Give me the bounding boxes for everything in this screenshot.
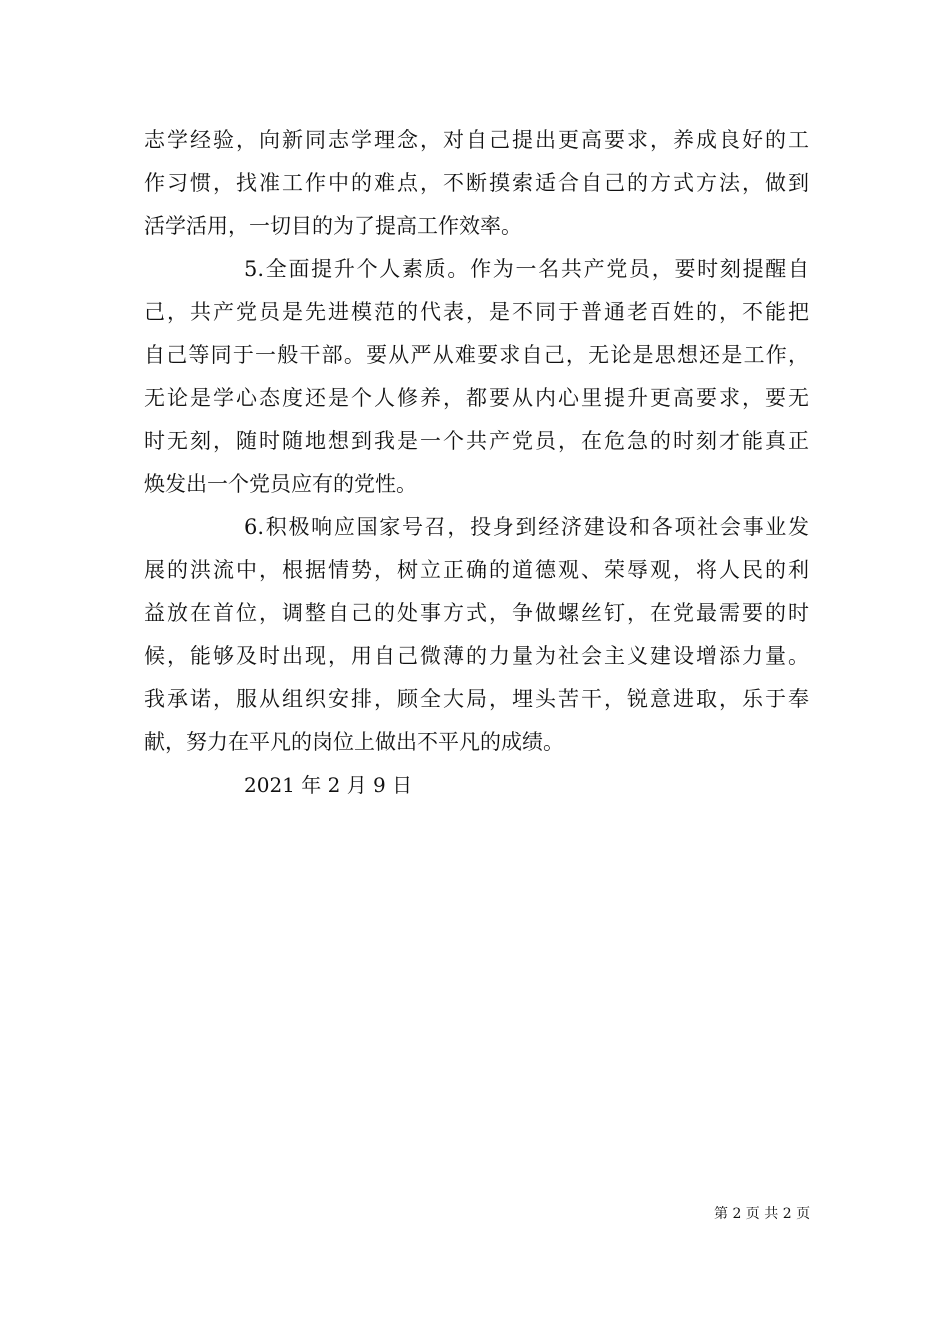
paragraph-point-6 — [144, 506, 809, 764]
document-body — [144, 119, 809, 807]
text-line: 候，能够及时出现，用自己微薄的力量为社会主义建设增添力量。 — [144, 644, 809, 668]
text-line: 展的洪流中，根据情势，树立正确的道德观、荣辱观，将人民的利 — [144, 558, 809, 582]
text-line: 时无刻，随时随地想到我是一个共产党员，在危急的时刻才能真正 — [144, 429, 809, 453]
text-line: 益放在首位，调整自己的处事方式，争做螺丝钉，在党最需要的时 — [144, 601, 809, 625]
text-line: 活学活用，一切目的为了提高工作效率。 — [144, 214, 522, 238]
text-line: 5.全面提升个人素质。作为一名共产党员，要时刻提醒自 — [244, 257, 809, 281]
text-line: 献，努力在平凡的岗位上做出不平凡的成绩。 — [144, 730, 564, 754]
paragraph-continuation — [144, 119, 809, 248]
text-line: 志学经验，向新同志学理念，对自己提出更高要求，养成良好的工 — [144, 128, 809, 152]
paragraph-point-5 — [144, 248, 809, 506]
text-line: 己，共产党员是先进模范的代表，是不同于普通老百姓的，不能把 — [144, 300, 809, 324]
text-line: 我承诺，服从组织安排，顾全大局，埋头苦干，锐意进取，乐于奉 — [144, 687, 809, 711]
text-line: 焕发出一个党员应有的党性。 — [144, 472, 417, 496]
text-line: 无论是学心态度还是个人修养，都要从内心里提升更高要求，要无 — [144, 386, 809, 410]
page-number-footer: 第 2 页 共 2 页 — [714, 1206, 811, 1222]
text-line: 6.积极响应国家号召，投身到经济建设和各项社会事业发 — [244, 515, 809, 539]
text-line: 作习惯，找准工作中的难点，不断摸索适合自己的方式方法，做到 — [144, 171, 809, 195]
signature-date: 2021 年 2 月 9 日 — [244, 773, 413, 797]
text-line: 自己等同于一般干部。要从严从难要求自己，无论是思想还是工作， — [144, 343, 809, 367]
